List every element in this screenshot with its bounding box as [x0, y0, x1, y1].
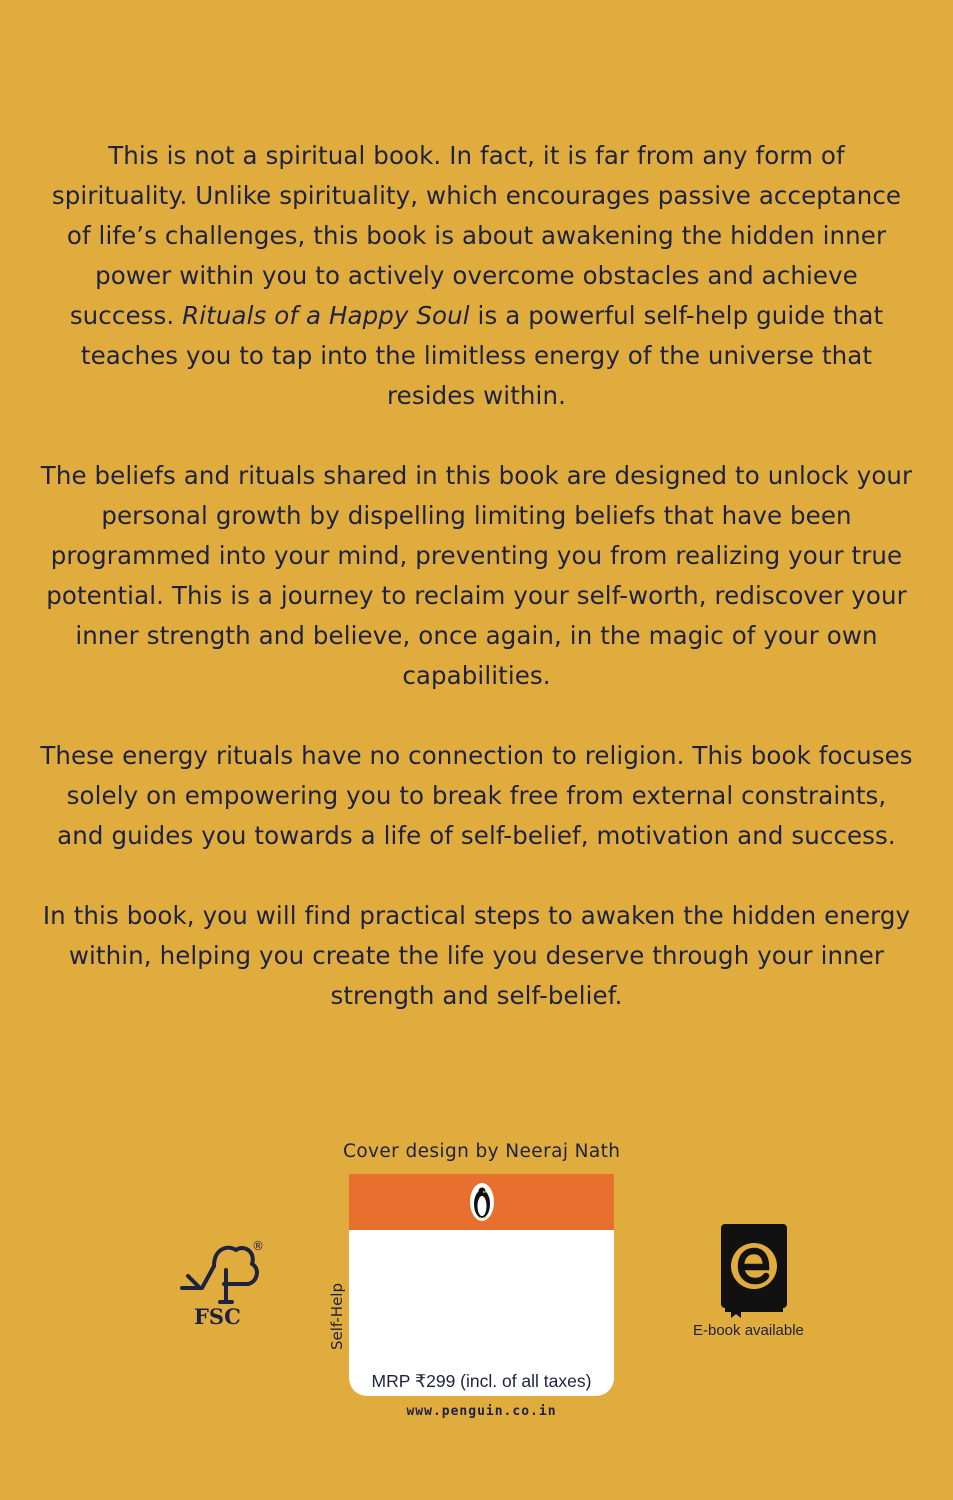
fsc-label: FSC — [194, 1304, 241, 1329]
back-cover-blurb — [40, 136, 913, 1056]
book-title: Rituals of a Happy Soul — [182, 301, 470, 330]
blurb-paragraph-2: The beliefs and rituals shared in this book are designed to unlock your personal growth by dispelling limiting beliefs that have been programmed into your mind, preventing you from realizing your true potential. This is a journey to reclaim your self-worth, rediscover your inner strength and believe, once again, in the magic of your own capabilities. — [40, 461, 913, 690]
publisher-website: www.penguin.co.in — [406, 1404, 557, 1419]
penguin-logo-icon — [469, 1182, 495, 1222]
price-sticker — [349, 1174, 614, 1396]
fsc-logo — [174, 1236, 274, 1336]
blurb-p1-end: is a powerful self-help guide that teaches you to tap into the limitless energy of the universe that resides within. — [80, 301, 884, 410]
penguin-band — [349, 1174, 614, 1230]
price-label: MRP ₹299 (incl. of all taxes) — [371, 1371, 592, 1391]
ebook-available-label: E-book available — [693, 1322, 804, 1339]
svg-text:®: ® — [252, 1239, 264, 1253]
blurb-paragraph-1 — [40, 136, 913, 416]
blurb-paragraph-3: These energy rituals have no connection to religion. This book focuses solely on empowering you to break free from external constraints, and guides you towards a life of self-belief, motivation and success. — [40, 741, 913, 850]
blurb-paragraph-4: In this book, you will find practical steps to awaken the hidden energy within, helping you create the life you deserve through your inner strength and self-belief. — [42, 901, 911, 1010]
blurb-p1-start: This is not a spiritual book. In fact, it is far from any form of spirituality. Unlike spirituality, which encourages passive acceptance of life’s challenges, this book is about awakening the hidden inner power within you to actively overcome obstacles and achieve success. — [51, 141, 902, 330]
category-label: Self-Help — [328, 1283, 346, 1350]
cover-design-credit: Cover design by Neeraj Nath — [343, 1141, 621, 1162]
fsc-tree-icon — [174, 1236, 274, 1306]
ebook-icon — [721, 1224, 787, 1318]
